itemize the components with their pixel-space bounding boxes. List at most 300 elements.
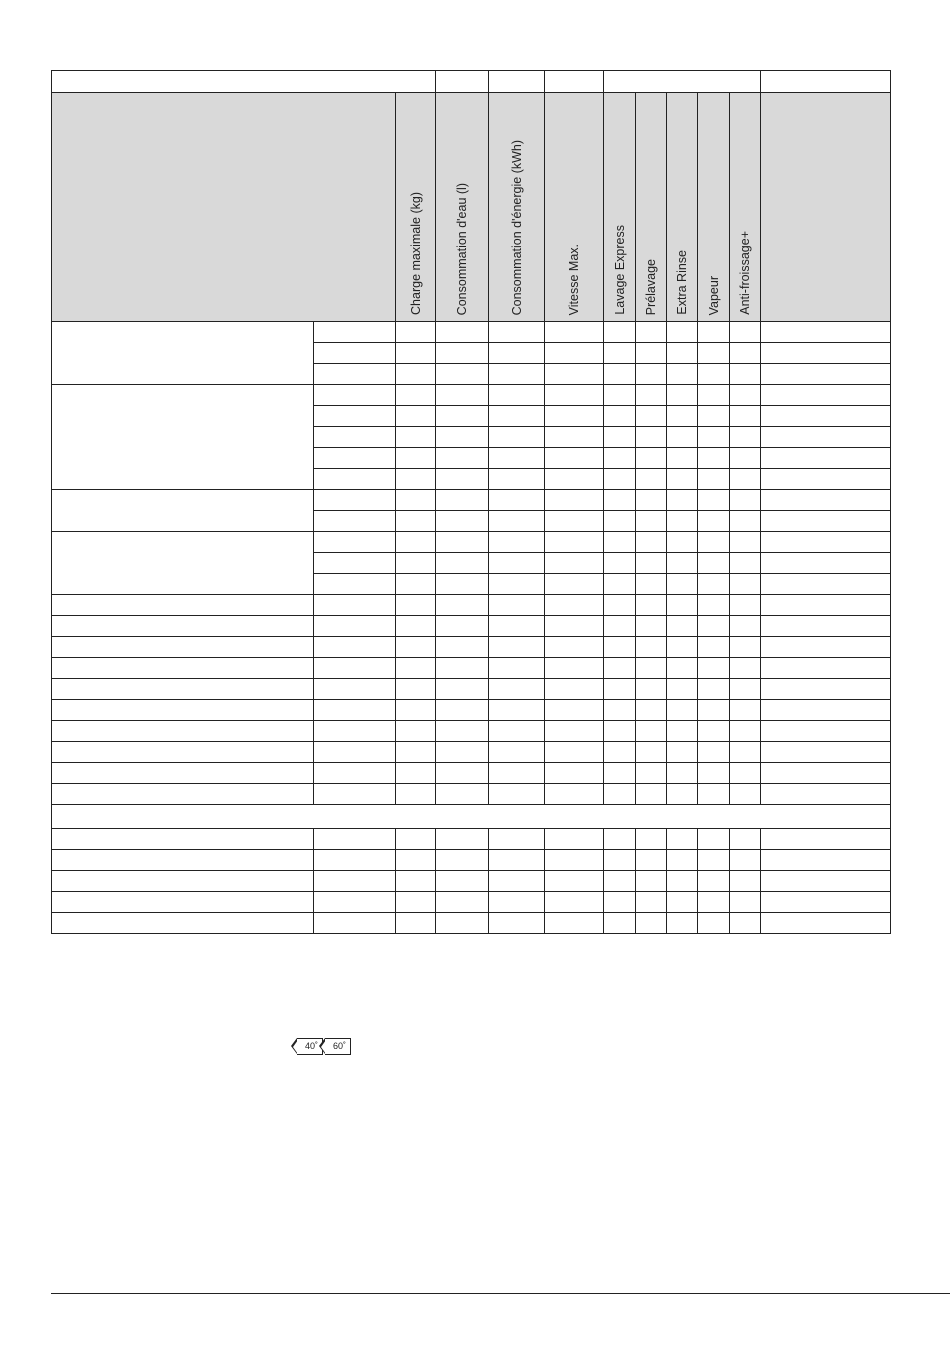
- temperature-cell: [314, 616, 396, 637]
- program-name-cell: [52, 721, 314, 742]
- anti-crease-cell: [730, 892, 761, 913]
- energy-cell: [489, 892, 545, 913]
- prewash-cell: [636, 490, 667, 511]
- energy-cell: [489, 322, 545, 343]
- water-cell: [436, 364, 489, 385]
- energy-cell: [489, 829, 545, 850]
- energy-cell: [489, 511, 545, 532]
- extra-cell: [761, 406, 891, 427]
- table-cell: [436, 71, 489, 93]
- program-name-cell: [52, 490, 314, 532]
- table-cell: [761, 71, 891, 93]
- steam-cell: [698, 721, 730, 742]
- anti-crease-cell: [730, 490, 761, 511]
- prewash-cell: [636, 784, 667, 805]
- program-name-cell: [52, 700, 314, 721]
- prewash-cell: [636, 448, 667, 469]
- table-row: [52, 913, 891, 934]
- prewash-cell: [636, 871, 667, 892]
- steam-cell: [698, 742, 730, 763]
- water-cell: [436, 829, 489, 850]
- table-row: [52, 721, 891, 742]
- water-cell: [436, 913, 489, 934]
- water-cell: [436, 553, 489, 574]
- program-name-cell: [52, 532, 314, 595]
- anti-crease-cell: [730, 721, 761, 742]
- extra-rinse-cell: [667, 322, 698, 343]
- water-cell: [436, 763, 489, 784]
- program-name-cell: [52, 763, 314, 784]
- express-wash-cell: [604, 532, 636, 553]
- extra-cell: [761, 679, 891, 700]
- max-load-cell: [396, 448, 436, 469]
- extra-cell: [761, 637, 891, 658]
- anti-crease-cell: [730, 637, 761, 658]
- temperature-cell: [314, 763, 396, 784]
- temperature-cell: [314, 532, 396, 553]
- energy-cell: [489, 595, 545, 616]
- speed-cell: [545, 322, 604, 343]
- extra-rinse-cell: [667, 490, 698, 511]
- steam-cell: [698, 616, 730, 637]
- speed-cell: [545, 511, 604, 532]
- water-cell: [436, 850, 489, 871]
- extra-cell: [761, 469, 891, 490]
- water-cell: [436, 385, 489, 406]
- water-cell: [436, 721, 489, 742]
- table-cell: [52, 71, 436, 93]
- extra-cell: [761, 490, 891, 511]
- extra-rinse-cell: [667, 658, 698, 679]
- temperature-cell: [314, 469, 396, 490]
- anti-crease-cell: [730, 658, 761, 679]
- water-cell: [436, 679, 489, 700]
- max-load-cell: [396, 385, 436, 406]
- energy-cell: [489, 850, 545, 871]
- speed-cell: [545, 490, 604, 511]
- extra-rinse-cell: [667, 871, 698, 892]
- speed-cell: [545, 871, 604, 892]
- express-wash-cell: [604, 427, 636, 448]
- speed-cell: [545, 469, 604, 490]
- temperature-cell: [314, 850, 396, 871]
- anti-crease-cell: [730, 913, 761, 934]
- prewash-cell: [636, 406, 667, 427]
- temperature-tag-60: 60˚: [325, 1038, 351, 1055]
- program-name-cell: [52, 742, 314, 763]
- temperature-tag-40: 40˚: [297, 1038, 323, 1055]
- steam-cell: [698, 595, 730, 616]
- anti-crease-cell: [730, 763, 761, 784]
- footer-rule: [51, 1293, 950, 1294]
- prewash-cell: [636, 511, 667, 532]
- extra-rinse-cell: [667, 343, 698, 364]
- temperature-cell: [314, 742, 396, 763]
- temperature-cell: [314, 448, 396, 469]
- extra-cell: [761, 595, 891, 616]
- express-wash-cell: [604, 595, 636, 616]
- express-wash-cell: [604, 406, 636, 427]
- max-load-cell: [396, 679, 436, 700]
- speed-cell: [545, 364, 604, 385]
- max-load-cell: [396, 406, 436, 427]
- anti-crease-cell: [730, 595, 761, 616]
- energy-cell: [489, 574, 545, 595]
- express-wash-cell: [604, 784, 636, 805]
- temperature-cell: [314, 364, 396, 385]
- energy-cell: [489, 700, 545, 721]
- max-load-cell: [396, 553, 436, 574]
- program-name-cell: [52, 913, 314, 934]
- options-group-cell: [604, 71, 761, 93]
- temperature-cell: [314, 490, 396, 511]
- express-wash-cell: [604, 637, 636, 658]
- header-anti-crease-label: Anti-froissage+: [738, 231, 752, 315]
- program-name-cell: [52, 850, 314, 871]
- extra-rinse-cell: [667, 427, 698, 448]
- max-load-cell: [396, 532, 436, 553]
- express-wash-cell: [604, 574, 636, 595]
- temperature-cell: [314, 700, 396, 721]
- max-load-cell: [396, 784, 436, 805]
- steam-cell: [698, 322, 730, 343]
- speed-cell: [545, 553, 604, 574]
- express-wash-cell: [604, 469, 636, 490]
- anti-crease-cell: [730, 427, 761, 448]
- temperature-cell: [314, 427, 396, 448]
- header-extra-cell: [761, 93, 891, 322]
- table-header-row: [52, 93, 891, 322]
- water-cell: [436, 784, 489, 805]
- steam-cell: [698, 637, 730, 658]
- extra-rinse-cell: [667, 742, 698, 763]
- speed-cell: [545, 574, 604, 595]
- speed-cell: [545, 595, 604, 616]
- program-name-cell: [52, 385, 314, 490]
- max-load-cell: [396, 892, 436, 913]
- express-wash-cell: [604, 913, 636, 934]
- table-row: [52, 532, 891, 553]
- anti-crease-cell: [730, 343, 761, 364]
- temperature-cell: [314, 574, 396, 595]
- anti-crease-cell: [730, 850, 761, 871]
- energy-cell: [489, 469, 545, 490]
- table-row: [52, 385, 891, 406]
- speed-cell: [545, 850, 604, 871]
- table-cell: [489, 71, 545, 93]
- anti-crease-cell: [730, 784, 761, 805]
- water-cell: [436, 616, 489, 637]
- speed-cell: [545, 700, 604, 721]
- table-top-row: [52, 71, 891, 93]
- anti-crease-cell: [730, 532, 761, 553]
- max-load-cell: [396, 913, 436, 934]
- header-water-consumption: [436, 93, 489, 322]
- steam-cell: [698, 448, 730, 469]
- prewash-cell: [636, 553, 667, 574]
- prewash-cell: [636, 427, 667, 448]
- speed-cell: [545, 829, 604, 850]
- extra-rinse-cell: [667, 532, 698, 553]
- table-row: [52, 871, 891, 892]
- anti-crease-cell: [730, 448, 761, 469]
- prewash-cell: [636, 700, 667, 721]
- energy-cell: [489, 343, 545, 364]
- express-wash-cell: [604, 679, 636, 700]
- temperature-cell: [314, 871, 396, 892]
- prewash-cell: [636, 532, 667, 553]
- speed-cell: [545, 742, 604, 763]
- extra-rinse-cell: [667, 385, 698, 406]
- extra-cell: [761, 616, 891, 637]
- table-body: [52, 322, 891, 934]
- extra-cell: [761, 448, 891, 469]
- speed-cell: [545, 406, 604, 427]
- table-row: [52, 322, 891, 343]
- express-wash-cell: [604, 850, 636, 871]
- express-wash-cell: [604, 892, 636, 913]
- table-row: [52, 679, 891, 700]
- energy-cell: [489, 742, 545, 763]
- extra-rinse-cell: [667, 829, 698, 850]
- extra-cell: [761, 364, 891, 385]
- steam-cell: [698, 850, 730, 871]
- express-wash-cell: [604, 343, 636, 364]
- max-load-cell: [396, 322, 436, 343]
- max-load-cell: [396, 658, 436, 679]
- max-load-cell: [396, 637, 436, 658]
- max-load-cell: [396, 616, 436, 637]
- speed-cell: [545, 616, 604, 637]
- program-name-cell: [52, 679, 314, 700]
- table-row: [52, 595, 891, 616]
- energy-cell: [489, 913, 545, 934]
- extra-rinse-cell: [667, 511, 698, 532]
- express-wash-cell: [604, 871, 636, 892]
- max-load-cell: [396, 721, 436, 742]
- express-wash-cell: [604, 829, 636, 850]
- prewash-cell: [636, 469, 667, 490]
- program-name-cell: [52, 322, 314, 385]
- temperature-cell: [314, 511, 396, 532]
- anti-crease-cell: [730, 679, 761, 700]
- speed-cell: [545, 892, 604, 913]
- prewash-cell: [636, 322, 667, 343]
- water-cell: [436, 574, 489, 595]
- header-energy-consumption-label: Consommation d'énergie (kWh): [509, 139, 524, 315]
- extra-rinse-cell: [667, 913, 698, 934]
- steam-cell: [698, 574, 730, 595]
- speed-cell: [545, 637, 604, 658]
- energy-cell: [489, 490, 545, 511]
- energy-cell: [489, 616, 545, 637]
- water-cell: [436, 658, 489, 679]
- anti-crease-cell: [730, 469, 761, 490]
- prewash-cell: [636, 721, 667, 742]
- water-cell: [436, 427, 489, 448]
- water-cell: [436, 700, 489, 721]
- section-cell: [52, 805, 891, 829]
- express-wash-cell: [604, 385, 636, 406]
- program-header-cell: [52, 93, 396, 322]
- prewash-cell: [636, 616, 667, 637]
- energy-cell: [489, 385, 545, 406]
- speed-cell: [545, 784, 604, 805]
- temperature-cell: [314, 385, 396, 406]
- energy-cell: [489, 637, 545, 658]
- extra-cell: [761, 343, 891, 364]
- water-cell: [436, 892, 489, 913]
- steam-cell: [698, 490, 730, 511]
- prewash-cell: [636, 850, 667, 871]
- temperature-tags: [297, 1038, 351, 1056]
- prewash-cell: [636, 574, 667, 595]
- max-load-cell: [396, 763, 436, 784]
- energy-cell: [489, 427, 545, 448]
- extra-rinse-cell: [667, 574, 698, 595]
- extra-rinse-cell: [667, 637, 698, 658]
- steam-cell: [698, 532, 730, 553]
- energy-cell: [489, 784, 545, 805]
- anti-crease-cell: [730, 700, 761, 721]
- temperature-cell: [314, 784, 396, 805]
- max-load-cell: [396, 700, 436, 721]
- energy-cell: [489, 406, 545, 427]
- express-wash-cell: [604, 553, 636, 574]
- extra-rinse-cell: [667, 700, 698, 721]
- water-cell: [436, 322, 489, 343]
- prewash-cell: [636, 385, 667, 406]
- program-table: [51, 70, 891, 934]
- anti-crease-cell: [730, 829, 761, 850]
- speed-cell: [545, 658, 604, 679]
- energy-cell: [489, 721, 545, 742]
- prewash-cell: [636, 742, 667, 763]
- max-load-cell: [396, 850, 436, 871]
- header-prewash: [636, 93, 667, 322]
- max-load-cell: [396, 343, 436, 364]
- table-row: [52, 892, 891, 913]
- temperature-cell: [314, 892, 396, 913]
- table-row: [52, 700, 891, 721]
- header-steam-label: Vapeur: [706, 275, 721, 315]
- water-cell: [436, 490, 489, 511]
- steam-cell: [698, 469, 730, 490]
- extra-cell: [761, 742, 891, 763]
- temperature-cell: [314, 637, 396, 658]
- extra-rinse-cell: [667, 553, 698, 574]
- energy-cell: [489, 448, 545, 469]
- extra-cell: [761, 892, 891, 913]
- steam-cell: [698, 679, 730, 700]
- program-name-cell: [52, 637, 314, 658]
- energy-cell: [489, 364, 545, 385]
- water-cell: [436, 406, 489, 427]
- steam-cell: [698, 658, 730, 679]
- header-water-consumption-label: Consommation d'eau (l): [455, 182, 469, 315]
- anti-crease-cell: [730, 553, 761, 574]
- temperature-cell: [314, 721, 396, 742]
- prewash-cell: [636, 595, 667, 616]
- header-express-wash-label: Lavage Express: [612, 225, 627, 315]
- water-cell: [436, 469, 489, 490]
- anti-crease-cell: [730, 871, 761, 892]
- steam-cell: [698, 364, 730, 385]
- water-cell: [436, 448, 489, 469]
- table-row: [52, 850, 891, 871]
- energy-cell: [489, 532, 545, 553]
- anti-crease-cell: [730, 742, 761, 763]
- max-load-cell: [396, 364, 436, 385]
- express-wash-cell: [604, 721, 636, 742]
- extra-cell: [761, 763, 891, 784]
- extra-cell: [761, 700, 891, 721]
- temperature-cell: [314, 913, 396, 934]
- anti-crease-cell: [730, 616, 761, 637]
- temperature-cell: [314, 406, 396, 427]
- program-name-cell: [52, 658, 314, 679]
- table-section-row: [52, 805, 891, 829]
- anti-crease-cell: [730, 511, 761, 532]
- steam-cell: [698, 913, 730, 934]
- express-wash-cell: [604, 616, 636, 637]
- speed-cell: [545, 679, 604, 700]
- program-name-cell: [52, 892, 314, 913]
- anti-crease-cell: [730, 385, 761, 406]
- max-load-cell: [396, 490, 436, 511]
- energy-cell: [489, 871, 545, 892]
- extra-cell: [761, 784, 891, 805]
- table-cell: [545, 71, 604, 93]
- header-extra-rinse: [667, 93, 698, 322]
- prewash-cell: [636, 364, 667, 385]
- extra-cell: [761, 427, 891, 448]
- extra-cell: [761, 871, 891, 892]
- prewash-cell: [636, 892, 667, 913]
- max-load-cell: [396, 829, 436, 850]
- table-row: [52, 829, 891, 850]
- max-load-cell: [396, 742, 436, 763]
- express-wash-cell: [604, 658, 636, 679]
- speed-cell: [545, 385, 604, 406]
- extra-rinse-cell: [667, 850, 698, 871]
- header-express-wash: [604, 93, 636, 322]
- header-max-load: [396, 93, 436, 322]
- header-extra-rinse-label: Extra Rinse: [675, 250, 689, 315]
- table-row: [52, 784, 891, 805]
- steam-cell: [698, 763, 730, 784]
- prewash-cell: [636, 637, 667, 658]
- steam-cell: [698, 343, 730, 364]
- energy-cell: [489, 679, 545, 700]
- express-wash-cell: [604, 490, 636, 511]
- water-cell: [436, 871, 489, 892]
- anti-crease-cell: [730, 364, 761, 385]
- max-load-cell: [396, 595, 436, 616]
- table-row: [52, 658, 891, 679]
- express-wash-cell: [604, 700, 636, 721]
- speed-cell: [545, 532, 604, 553]
- extra-rinse-cell: [667, 679, 698, 700]
- anti-crease-cell: [730, 322, 761, 343]
- program-name-cell: [52, 829, 314, 850]
- extra-cell: [761, 574, 891, 595]
- extra-rinse-cell: [667, 448, 698, 469]
- extra-cell: [761, 322, 891, 343]
- temperature-cell: [314, 553, 396, 574]
- extra-rinse-cell: [667, 364, 698, 385]
- speed-cell: [545, 913, 604, 934]
